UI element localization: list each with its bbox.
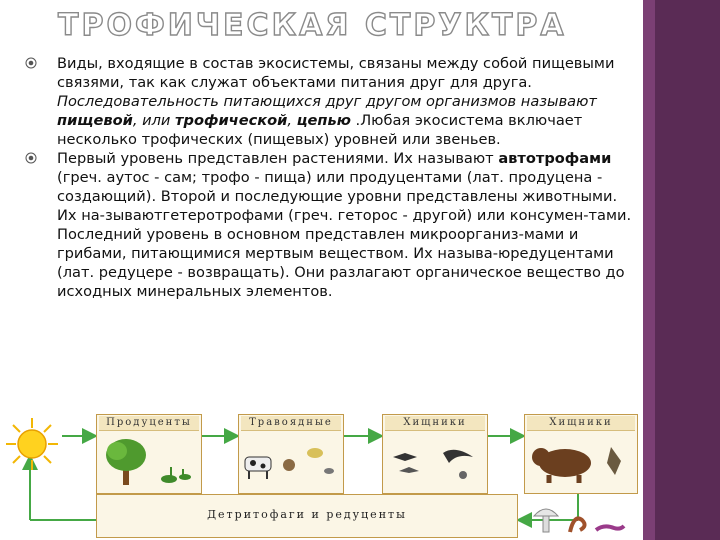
food-chain-diagram	[0, 408, 643, 540]
bullet-icon	[25, 152, 37, 164]
bullet-paragraph-1	[25, 54, 633, 149]
sun-icon	[4, 416, 60, 476]
herbivores-icon	[239, 431, 343, 491]
text-content	[25, 54, 633, 301]
herbivores-label: Травоядные	[241, 416, 341, 431]
text-run-term: трофической	[175, 112, 288, 129]
producers-box	[96, 414, 202, 494]
text-run-term: пищевой	[57, 112, 133, 129]
bullet-text-1	[57, 55, 614, 148]
text-run-term: цепью	[296, 112, 351, 129]
decomposers-label: Детритофаги и редуценты	[207, 508, 407, 521]
top-predators-box	[524, 414, 638, 494]
text-run: .Любая экосистема включает несколько трофических (пищевых) уровней или звеньев.	[57, 112, 583, 148]
bullet-text-2	[57, 150, 631, 300]
text-run-italic: Последовательность питающихся друг другом организмов называют	[57, 93, 597, 110]
herbivores-box	[238, 414, 344, 494]
bullet-icon	[25, 57, 37, 69]
decomposers-box	[96, 494, 518, 538]
bullet-paragraph-2	[25, 149, 633, 301]
slide-title: ТРОФИЧЕСКАЯ СТРУКТРА	[58, 8, 567, 43]
text-run: (греч. аутос - сам; трофо - пища) или продуцентами (лат. продуцена - создающий). Второй и последующие уровни представлены животными. Их на-зываютгетеротрофами (греч. геторос - другой) или консумен-тами. Последний уровень в основном представлен микроорганиз-мами и грибами, питающимися мертвым веществом. Их называ-юредуцентами (лат. редуцере - возвращать). Они разлагают органическое вещество до исходных минеральных элементов.	[57, 169, 632, 300]
predators-box	[382, 414, 488, 494]
tree-icon	[97, 431, 201, 491]
side-decoration-band	[643, 0, 720, 540]
side-decoration-stripe	[643, 0, 655, 540]
predators-icon	[383, 431, 487, 491]
text-run-term: автотрофами	[498, 150, 612, 167]
top-predators-label: Хищники	[527, 416, 635, 431]
decomposer-organisms-icon	[530, 500, 630, 540]
text-run: Виды, входящие в состав экосистемы, связаны между собой пищевыми связями, так как служат объектами питания друг для друга.	[57, 55, 615, 91]
predators-label: Хищники	[385, 416, 485, 431]
bear-icon	[525, 431, 637, 491]
producers-label: Продуценты	[99, 416, 199, 431]
text-run-italic: , или	[132, 112, 176, 129]
text-run-italic: ,	[287, 112, 297, 129]
text-run: Первый уровень представлен растениями. Их называют	[57, 150, 499, 167]
